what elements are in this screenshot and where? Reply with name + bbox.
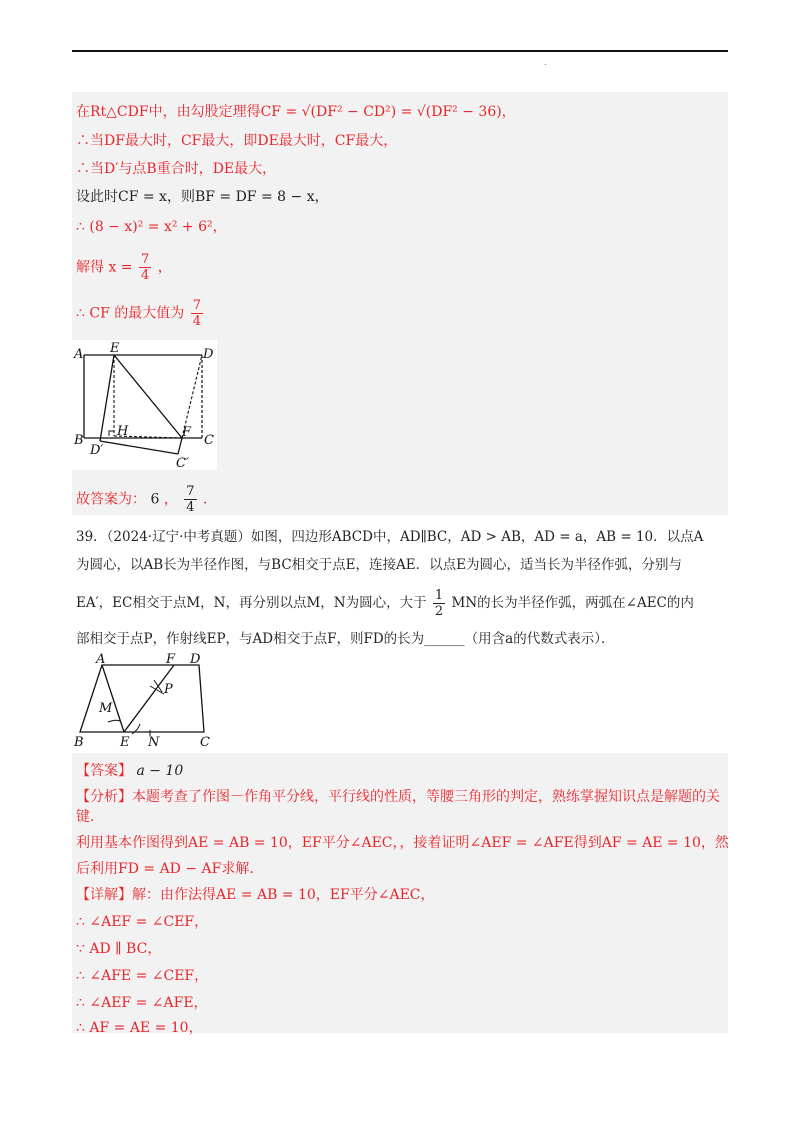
problem-l3-prefix: EA′，EC相交于点M，N，再分别以点M，N为圆心，大于 — [76, 595, 427, 611]
denominator: 2 — [434, 604, 444, 619]
numerator: 7 — [186, 484, 195, 499]
answer-value: a − 10 — [136, 763, 184, 779]
problem-line: 为圆心，以AB长为半径作图，与BC相交于点E，连接AE．以点E为圆心，适当长为半径作弧，分别与 — [76, 557, 682, 573]
numerator: 7 — [192, 298, 201, 313]
fraction — [191, 298, 203, 329]
denominator: 4 — [192, 314, 201, 329]
answer-line — [76, 484, 217, 515]
fraction — [433, 588, 445, 619]
fraction — [139, 252, 151, 283]
detail-line — [76, 884, 435, 904]
label-D-prime: D′ — [90, 443, 104, 458]
analysis-line: 后利用FD = AD − AF求解． — [76, 861, 264, 877]
numerator: 1 — [434, 588, 444, 603]
label-A: A — [74, 347, 84, 362]
label-D: D — [203, 347, 214, 362]
label-B: B — [74, 735, 84, 750]
answer-line — [76, 760, 183, 780]
label-E: E — [110, 341, 120, 356]
label-P: P — [164, 682, 173, 697]
label-C: C — [200, 735, 210, 750]
problem-line: 39．（2024·辽宁·中考真题）如图，四边形ABCD中，AD∥BC，AD > AB，AD = a，AB = 10．以点A — [76, 529, 704, 545]
label-C: C — [204, 433, 214, 448]
trapezoid-figure — [72, 650, 222, 750]
solve-suffix: ， — [157, 259, 172, 276]
label-F: F — [166, 652, 176, 667]
label-D: D — [190, 652, 201, 667]
solution-line: 设此时CF = x，则BF = DF = 8 − x， — [76, 189, 329, 205]
detail-line: ∵ AD ∥ BC， — [76, 941, 162, 957]
label-B: B — [74, 433, 84, 448]
analysis-line: 键． — [76, 809, 104, 825]
folding-rectangle-figure — [72, 340, 217, 470]
answer-prefix: 故答案为： — [76, 491, 146, 508]
problem-line: 部相交于点P，作射线EP，与AD相交于点F，则FD的长为______（用含a的代数式表示）． — [76, 631, 615, 647]
label-M: M — [99, 701, 113, 716]
answer-tag: 【答案】 — [76, 763, 132, 779]
problem-l3-suffix: MN的长为半径作弧，两弧在∠AEC的内 — [451, 595, 694, 611]
fraction — [184, 484, 196, 515]
detail-line: ∴ ∠AFE = ∠CEF， — [76, 968, 209, 984]
detail-line: ∴ ∠AEF = ∠CEF， — [76, 914, 209, 930]
answer-value-1: 6 — [150, 491, 160, 508]
answer-sep: ， — [163, 491, 178, 508]
detail-line: ∴ ∠AEF = ∠AFE， — [76, 995, 208, 1011]
max-prefix: ∴ CF 的最大值为 — [76, 305, 185, 322]
answer-end: ． — [203, 491, 218, 508]
solve-prefix: 解得 x = — [76, 259, 133, 276]
solution-line: ∴当DF最大时，CF最大，即DE最大时，CF最大， — [76, 133, 398, 149]
problem-line — [76, 588, 694, 619]
header-rule — [72, 50, 728, 52]
label-H: H — [117, 424, 129, 439]
label-F: F — [182, 425, 192, 440]
numerator: 7 — [140, 252, 150, 267]
label-A: A — [96, 652, 106, 667]
analysis-line — [76, 786, 720, 806]
label-E: E — [120, 735, 130, 750]
solution-line: 在Rt△CDF中，由勾股定理得CF = √(DF² − CD²) = √(DF² − 36)， — [76, 104, 516, 120]
denominator: 4 — [140, 268, 150, 283]
label-C-prime: C′ — [176, 456, 189, 470]
solution-line: ∴ (8 − x)² = x² + 6²， — [76, 219, 227, 235]
denominator: 4 — [186, 500, 195, 515]
solution-line — [76, 298, 205, 329]
solution-line — [76, 252, 172, 283]
analysis-tag: 【分析】 — [76, 789, 132, 805]
solution-line: ∴当D′与点B重合时，DE最大， — [76, 161, 277, 177]
detail-text: 解：由作法得AE = AB = 10，EF平分∠AEC， — [132, 887, 435, 903]
analysis-text: 本题考查了作图－作角平分线，平行线的性质，等腰三角形的判定，熟练掌握知识点是解题的关 — [132, 789, 720, 805]
header-dot: . — [544, 58, 547, 67]
detail-tag: 【详解】 — [76, 887, 132, 903]
detail-line: ∴ AF = AE = 10， — [76, 1020, 203, 1036]
analysis-line: 利用基本作图得到AE = AB = 10，EF平分∠AEC，，接着证明∠AEF = ∠AFE得到AF = AE = 10，然 — [76, 835, 729, 851]
label-N: N — [148, 735, 160, 750]
